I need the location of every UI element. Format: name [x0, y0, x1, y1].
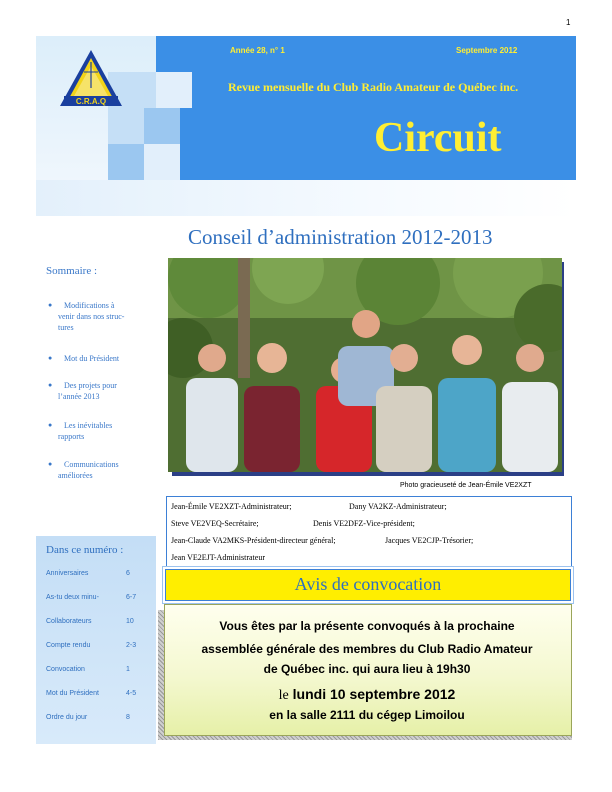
index-label: As-tu deux minu- — [46, 594, 99, 601]
index-label: Collaborateurs — [46, 618, 92, 625]
sommaire-item: ● Les inévitables rapports — [48, 421, 113, 441]
subtitle: Revue mensuelle du Club Radio Amateur de Québec inc. — [228, 80, 519, 94]
sommaire-title: Sommaire : — [46, 265, 98, 277]
index-page: 2-3 — [126, 642, 137, 649]
member-name: Steve VE2VEQ-Secrétaire; — [171, 519, 259, 528]
sommaire-item: ● Communications améliorées — [48, 460, 119, 480]
page-number: 1 — [566, 18, 571, 27]
index-page: 6 — [126, 570, 130, 577]
index-label: Mot du Président — [46, 690, 99, 697]
convocation-line: de Québec inc. qui aura lieu à 19h30 — [263, 662, 471, 676]
index-page: 6-7 — [126, 594, 137, 601]
index-page: 8 — [126, 714, 130, 721]
header-band — [156, 36, 576, 180]
member-name: Denis VE2DFZ-Vice-président; — [313, 519, 415, 528]
index-panel — [36, 536, 156, 744]
issue-number: Année 28, n° 1 — [230, 46, 285, 55]
member-name: Jacques VE2CJP-Trésorier; — [385, 536, 474, 545]
index-page: 10 — [126, 618, 134, 625]
bullet-icon: ● — [48, 421, 53, 429]
sommaire-item: ● Des projets pour l’année 2013 — [48, 381, 117, 401]
newsletter-title: Circuit — [374, 115, 502, 161]
index-title: Dans ce numéro : — [46, 544, 124, 556]
convocation-line: en la salle 2111 du cégep Limoilou — [269, 708, 465, 722]
member-name: Dany VA2KZ-Administrateur; — [349, 502, 447, 511]
meeting-date: lundi 10 septembre 2012 — [292, 686, 456, 702]
decor-square — [144, 108, 180, 144]
member-name: Jean VE2EJT-Administrateur — [171, 553, 265, 562]
bullet-icon: ● — [48, 460, 53, 468]
index-label: Ordre du jour — [46, 714, 88, 721]
convocation-line: assemblée générale des membres du Club Radio Amateur — [201, 642, 533, 656]
craq-logo — [58, 48, 124, 108]
board-members-box — [166, 496, 572, 570]
decor-square — [144, 144, 180, 180]
index-label: Compte rendu — [46, 642, 91, 649]
index-page: 4-5 — [126, 690, 137, 697]
convocation-title: Avis de convocation — [294, 574, 442, 594]
board-photo — [168, 258, 562, 472]
convocation-banner — [165, 569, 571, 601]
decor-square — [108, 144, 144, 180]
photo-credit: Photo gracieuseté de Jean-Émile VE2XZT — [400, 482, 532, 489]
convocation-date-line: le lundi 10 septembre 2012 — [278, 686, 456, 703]
issue-date: Septembre 2012 — [456, 46, 518, 55]
article-heading: Conseil d’administration 2012-2013 — [188, 225, 493, 249]
header-fade — [36, 180, 576, 216]
convocation-line: Vous êtes par la présente convoqués à la prochaine — [219, 619, 515, 633]
index-label: Anniversaires — [46, 570, 89, 577]
decor-square — [108, 108, 144, 144]
member-name: Jean-Claude VA2MKS-Président-directeur général; — [171, 536, 336, 545]
svg-text:C.R.A.Q: C.R.A.Q — [75, 97, 107, 106]
bullet-icon: ● — [48, 381, 53, 389]
member-name: Jean-Émile VE2XZT-Administrateur; — [171, 502, 292, 511]
index-page: 1 — [126, 666, 130, 673]
sommaire-item: ● Mot du Président — [48, 354, 120, 363]
index-label: Convocation — [46, 666, 85, 673]
bullet-icon: ● — [48, 354, 53, 362]
decor-square — [156, 72, 192, 108]
bullet-icon: ● — [48, 301, 53, 309]
sommaire-item: ● Modifications à venir dans nos struc- tures — [48, 301, 125, 332]
